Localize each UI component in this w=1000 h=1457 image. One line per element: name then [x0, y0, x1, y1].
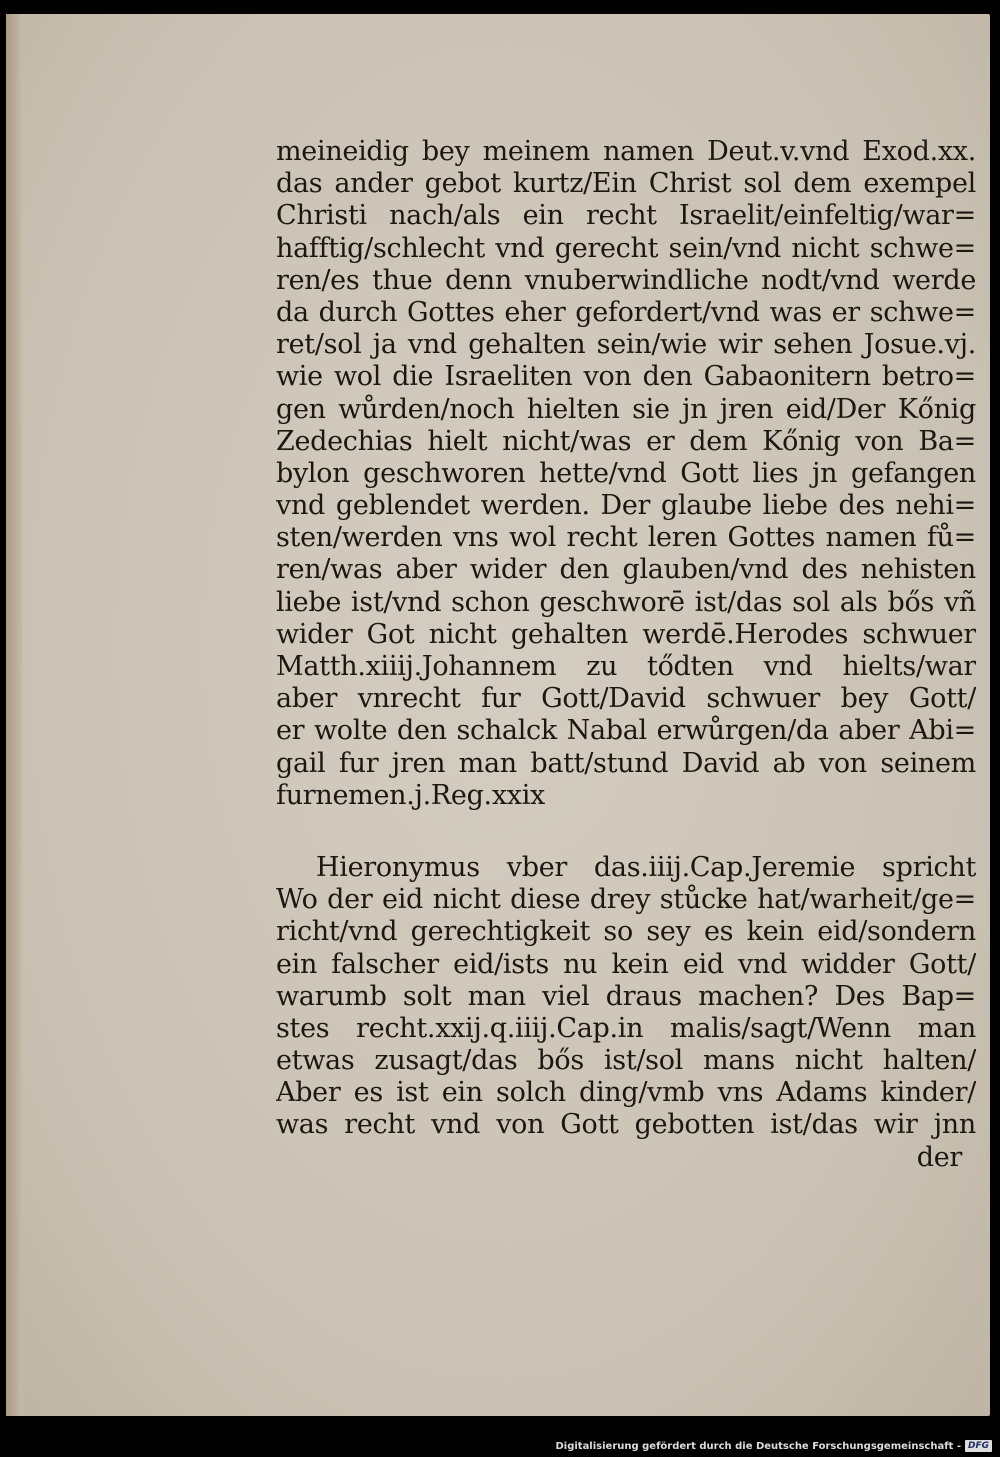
- text-line: stes recht.xxij.q.iiij.Cap.in malis/sagt/Wenn man: [276, 1012, 976, 1044]
- digitization-footer: [555, 1437, 992, 1455]
- paragraph-gap: [276, 812, 976, 852]
- text-line: ein falscher eid/ists nu kein eid vnd widder Gott/: [276, 948, 976, 980]
- text-line: wider Got nicht gehalten werdē.Herodes schwuer: [276, 618, 976, 650]
- book-page: [6, 14, 990, 1416]
- footer-credit: Digitalisierung gefördert durch die Deutsche Forschungsgemeinschaft -: [555, 1440, 961, 1452]
- text-line: gail fur jren man batt/stund David ab von seinem: [276, 747, 976, 779]
- text-line: warumb solt man viel draus machen? Des Bap=: [276, 980, 976, 1012]
- text-line: Wo der eid nicht diese drey stůcke hat/warheit/ge=: [276, 884, 976, 916]
- text-line: Christi nach/als ein recht Israelit/einfeltig/war=: [276, 200, 976, 232]
- text-line: wie wol die Israeliten von den Gabaonitern betro=: [276, 361, 976, 393]
- text-line: er wolte den schalck Nabal erwůrgen/da aber Abi=: [276, 715, 976, 747]
- text-line: etwas zusagt/das bős ist/sol mans nicht halten/: [276, 1045, 976, 1077]
- dfg-logo: DFG: [965, 1440, 992, 1452]
- text-line: aber vnrecht fur Gott/David schwuer bey Gott/: [276, 683, 976, 715]
- text-line: furnemen.j.Reg.xxix: [276, 779, 545, 811]
- text-line: Hieronymus vber das.iiij.Cap.Jeremie spricht: [316, 851, 976, 883]
- text-line: ren/was aber wider den glauben/vnd des nehisten: [276, 554, 976, 586]
- text-line: ret/sol ja vnd gehalten sein/wie wir sehen Josue.vj.: [276, 329, 976, 361]
- text-line: richt/vnd gerechtigkeit so sey es kein eid/sondern: [276, 916, 976, 948]
- text-line: liebe ist/vnd schon geschworē ist/das sol als bős vñ: [276, 586, 976, 618]
- page-text: [276, 136, 976, 1174]
- paragraph-2: [276, 852, 976, 1142]
- text-line: was recht vnd von Gott gebotten ist/das wir jnn: [276, 1109, 976, 1141]
- text-line: hafftig/schlecht vnd gerecht sein/vnd nicht schwe=: [276, 232, 976, 264]
- catchword: der: [916, 1141, 962, 1173]
- text-line: bylon geschworen hette/vnd Gott lies jn gefangen: [276, 457, 976, 489]
- text-line: vnd geblendet werden. Der glaube liebe des nehi=: [276, 490, 976, 522]
- text-line: Matth.xiiij.Johannem zu tődten vnd hielts/war: [276, 651, 976, 682]
- text-line: da durch Gottes eher gefordert/vnd was er schwe=: [276, 296, 976, 328]
- text-line: sten/werden vns wol recht leren Gottes namen fů=: [276, 522, 976, 554]
- text-line: das ander gebot kurtz/Ein Christ sol dem exempel: [276, 168, 976, 200]
- page-binding-edge: [6, 14, 22, 1416]
- text-line: gen wůrden/noch hielten sie jn jren eid/Der Kőnig: [276, 393, 976, 425]
- text-line: meineidig bey meinem namen Deut.v.vnd Exod.xx.: [276, 136, 976, 167]
- paragraph-1: [276, 136, 976, 812]
- text-line: Aber es ist ein solch ding/vmb vns Adams kinder/: [276, 1077, 976, 1109]
- text-line: Zedechias hielt nicht/was er dem Kőnig von Ba=: [276, 425, 976, 457]
- text-line: ren/es thue denn vnuberwindliche nodt/vnd werde: [276, 264, 976, 296]
